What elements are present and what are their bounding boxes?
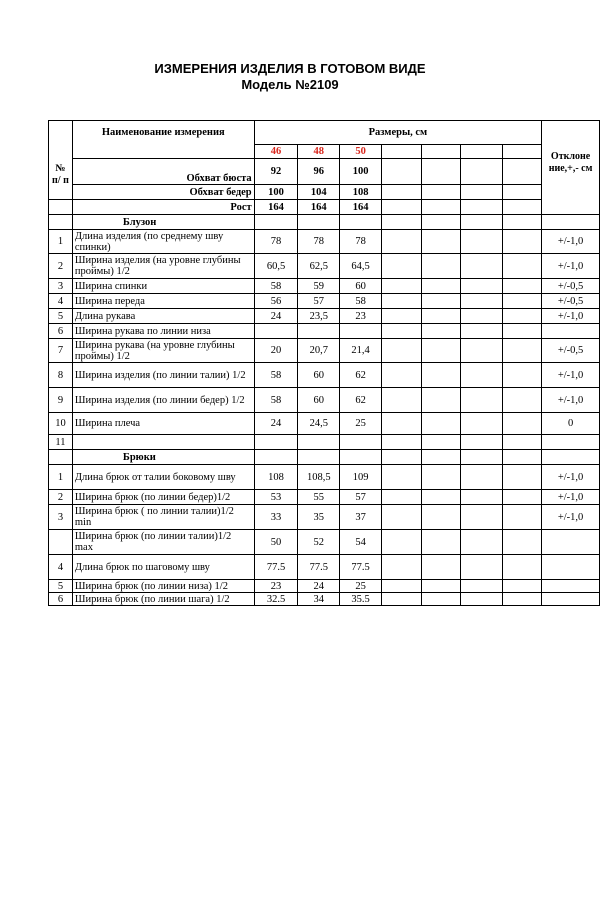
empty-cell [502, 580, 542, 593]
empty-cell [461, 593, 503, 606]
empty-cell [461, 555, 503, 580]
deviation-value [542, 580, 600, 593]
empty-cell [381, 490, 421, 505]
measurement-name: Ширина брюк (по линии низа) 1/2 [72, 580, 254, 593]
table-row [49, 254, 600, 279]
deviation-value: +/-1,0 [542, 230, 600, 254]
size-value: 24,5 [298, 413, 340, 435]
empty-cell [421, 388, 461, 413]
empty-cell [421, 490, 461, 505]
header-sizes: Размеры, см [254, 121, 541, 145]
empty-cell [421, 530, 461, 555]
row-number: 2 [49, 490, 73, 505]
measurement-name [72, 435, 254, 450]
measurements-table [48, 120, 600, 606]
row-number: 5 [49, 580, 73, 593]
size-value: 77.5 [340, 555, 382, 580]
empty-cell [421, 465, 461, 490]
measurement-name: Ширина брюк ( по линии талии)1/2 min [72, 505, 254, 530]
row-number: 10 [49, 413, 73, 435]
measurement-name: Ширина изделия (по линии талии) 1/2 [72, 363, 254, 388]
empty-cell [502, 465, 542, 490]
section-title: Блузон [72, 215, 254, 230]
table-row [49, 580, 600, 593]
size-value [340, 435, 382, 450]
deviation-value [542, 530, 600, 555]
size-value: 55 [298, 490, 340, 505]
size-value: 23,5 [298, 309, 340, 324]
empty-cell [381, 530, 421, 555]
empty-cell [461, 279, 503, 294]
empty-cell [381, 388, 421, 413]
size-value: 37 [340, 505, 382, 530]
measurement-name: Ширина брюк (по линии талии)1/2 max [72, 530, 254, 555]
size-value: 32.5 [254, 593, 298, 606]
empty-cell [421, 555, 461, 580]
row-number: 7 [49, 339, 73, 363]
size-value: 62 [340, 388, 382, 413]
empty-cell [461, 580, 503, 593]
table-row [49, 230, 600, 254]
deviation-value: +/-0,5 [542, 294, 600, 309]
empty-cell [502, 309, 542, 324]
size-value: 77.5 [298, 555, 340, 580]
basic-value: 100 [254, 185, 298, 200]
measurement-name: Ширина брюк (по линии шага) 1/2 [72, 593, 254, 606]
row-number: 3 [49, 279, 73, 294]
size-value: 62 [340, 363, 382, 388]
measurement-name: Длина брюк от талии боковому шву [72, 465, 254, 490]
measurement-name: Ширина рукава (на уровне глубины проймы) 1/2 [72, 339, 254, 363]
size-value: 58 [340, 294, 382, 309]
empty-cell [502, 413, 542, 435]
empty-cell [421, 230, 461, 254]
empty-cell [461, 254, 503, 279]
row-number: 6 [49, 593, 73, 606]
row-number [49, 530, 73, 555]
row-number: 6 [49, 324, 73, 339]
document-title: ИЗМЕРЕНИЯ ИЗДЕЛИЯ В ГОТОВОМ ВИДЕ [154, 61, 426, 76]
empty-cell [421, 593, 461, 606]
empty-cell [502, 339, 542, 363]
empty-cell [461, 230, 503, 254]
empty-cell [502, 324, 542, 339]
empty-cell [502, 254, 542, 279]
measurement-name: Ширина переда [72, 294, 254, 309]
empty-cell [421, 435, 461, 450]
size-value: 58 [254, 363, 298, 388]
size-value: 20 [254, 339, 298, 363]
deviation-value: +/-0,5 [542, 279, 600, 294]
size-value: 50 [254, 530, 298, 555]
row-number: 5 [49, 309, 73, 324]
empty-cell [421, 505, 461, 530]
size-value: 59 [298, 279, 340, 294]
empty-cell [461, 339, 503, 363]
size-value: 25 [340, 580, 382, 593]
deviation-value: +/-1,0 [542, 505, 600, 530]
size-value [254, 435, 298, 450]
size-value: 64,5 [340, 254, 382, 279]
empty-cell [461, 465, 503, 490]
empty-cell [461, 309, 503, 324]
row-number: 3 [49, 505, 73, 530]
measurement-name: Ширина изделия (по линии бедер) 1/2 [72, 388, 254, 413]
empty-cell [381, 505, 421, 530]
empty-cell [381, 435, 421, 450]
size-value: 25 [340, 413, 382, 435]
size-value [254, 324, 298, 339]
empty-cell [421, 254, 461, 279]
empty-cell [421, 279, 461, 294]
table-row [49, 413, 600, 435]
empty-cell [502, 388, 542, 413]
table-row [49, 294, 600, 309]
empty-cell [421, 363, 461, 388]
empty-cell [381, 413, 421, 435]
table-row [49, 505, 600, 530]
deviation-value: +/-1,0 [542, 490, 600, 505]
empty-cell [381, 279, 421, 294]
deviation-value: +/-1,0 [542, 363, 600, 388]
table-row [49, 279, 600, 294]
size-value: 21,4 [340, 339, 382, 363]
empty-cell [502, 435, 542, 450]
empty-cell [461, 435, 503, 450]
table-row [49, 388, 600, 413]
basic-label: Обхват бюста [72, 159, 254, 185]
row-number: 8 [49, 363, 73, 388]
measurement-name: Длина изделия (по среднему шву спинки) [72, 230, 254, 254]
size-value: 24 [254, 413, 298, 435]
size-value: 58 [254, 279, 298, 294]
basic-value: 108 [340, 185, 382, 200]
size-value: 54 [340, 530, 382, 555]
table-row [49, 324, 600, 339]
size-value: 33 [254, 505, 298, 530]
size-value: 78 [340, 230, 382, 254]
deviation-value: +/-1,0 [542, 309, 600, 324]
empty-cell [502, 294, 542, 309]
empty-cell [461, 530, 503, 555]
row-number: 9 [49, 388, 73, 413]
size-value: 57 [298, 294, 340, 309]
empty-cell [502, 593, 542, 606]
basic-value: 96 [298, 159, 340, 185]
size-value [340, 324, 382, 339]
size-48: 48 [298, 145, 340, 159]
deviation-value [542, 324, 600, 339]
size-value: 35 [298, 505, 340, 530]
empty-cell [502, 279, 542, 294]
basic-value: 104 [298, 185, 340, 200]
table-row [49, 490, 600, 505]
empty-cell [461, 324, 503, 339]
empty-cell [421, 580, 461, 593]
row-number: 2 [49, 254, 73, 279]
table-row [49, 339, 600, 363]
deviation-value [542, 593, 600, 606]
empty-cell [461, 363, 503, 388]
deviation-value: +/-1,0 [542, 254, 600, 279]
size-value: 52 [298, 530, 340, 555]
row-number: 1 [49, 465, 73, 490]
empty-cell [381, 294, 421, 309]
row-number: 1 [49, 230, 73, 254]
section-title: Брюки [72, 450, 254, 465]
empty-cell [381, 230, 421, 254]
empty-cell [381, 465, 421, 490]
size-value: 23 [254, 580, 298, 593]
empty-cell [502, 530, 542, 555]
measurement-name: Ширина плеча [72, 413, 254, 435]
header-deviation: Отклоне ние,+,- см [542, 121, 600, 215]
size-value: 35.5 [340, 593, 382, 606]
empty-cell [461, 413, 503, 435]
size-value: 24 [254, 309, 298, 324]
empty-cell [502, 230, 542, 254]
size-value: 60,5 [254, 254, 298, 279]
size-value: 108 [254, 465, 298, 490]
size-value: 57 [340, 490, 382, 505]
empty-cell [421, 413, 461, 435]
measurement-name: Ширина рукава по линии низа [72, 324, 254, 339]
basic-value: 164 [298, 200, 340, 215]
basic-value: 100 [340, 159, 382, 185]
size-value: 24 [298, 580, 340, 593]
header-number: № п/ п [49, 121, 73, 200]
table-row [49, 530, 600, 555]
empty-cell [461, 294, 503, 309]
empty-cell [461, 505, 503, 530]
empty-cell [381, 593, 421, 606]
size-value: 60 [298, 388, 340, 413]
measurement-name: Ширина спинки [72, 279, 254, 294]
empty-cell [421, 294, 461, 309]
basic-label: Обхват бедер [72, 185, 254, 200]
measurement-name: Длина брюк по шаговому шву [72, 555, 254, 580]
table-row [49, 435, 600, 450]
model-number: Модель №2109 [241, 77, 339, 92]
empty-cell [421, 324, 461, 339]
table-row [49, 363, 600, 388]
measurement-name: Ширина изделия (на уровне глубины проймы) 1/2 [72, 254, 254, 279]
empty-cell [381, 339, 421, 363]
size-value: 60 [298, 363, 340, 388]
deviation-value: +/-1,0 [542, 388, 600, 413]
deviation-value: 0 [542, 413, 600, 435]
empty-cell [502, 555, 542, 580]
empty-cell [502, 505, 542, 530]
empty-cell [381, 324, 421, 339]
deviation-value [542, 555, 600, 580]
table-row [49, 593, 600, 606]
size-value: 58 [254, 388, 298, 413]
basic-label: Рост [72, 200, 254, 215]
size-value: 60 [340, 279, 382, 294]
deviation-value: +/-0,5 [542, 339, 600, 363]
empty-cell [381, 555, 421, 580]
deviation-value: +/-1,0 [542, 465, 600, 490]
size-value: 20,7 [298, 339, 340, 363]
size-value: 78 [298, 230, 340, 254]
empty-cell [381, 254, 421, 279]
measurement-name: Ширина брюк (по линии бедер)1/2 [72, 490, 254, 505]
size-value: 109 [340, 465, 382, 490]
header-name: Наименование измерения [72, 121, 254, 159]
basic-value: 92 [254, 159, 298, 185]
empty-cell [461, 388, 503, 413]
size-value: 34 [298, 593, 340, 606]
deviation-value [542, 435, 600, 450]
size-value [298, 435, 340, 450]
size-50: 50 [340, 145, 382, 159]
table-row [49, 309, 600, 324]
size-value: 53 [254, 490, 298, 505]
size-value: 23 [340, 309, 382, 324]
basic-value: 164 [254, 200, 298, 215]
empty-cell [381, 580, 421, 593]
table-row [49, 465, 600, 490]
empty-cell [421, 339, 461, 363]
basic-value: 164 [340, 200, 382, 215]
size-value [298, 324, 340, 339]
size-value: 56 [254, 294, 298, 309]
size-value: 62,5 [298, 254, 340, 279]
empty-cell [502, 490, 542, 505]
size-46: 46 [254, 145, 298, 159]
empty-cell [381, 309, 421, 324]
row-number: 11 [49, 435, 73, 450]
empty-cell [421, 309, 461, 324]
row-number: 4 [49, 294, 73, 309]
row-number: 4 [49, 555, 73, 580]
table-row [49, 555, 600, 580]
empty-cell [461, 490, 503, 505]
size-value: 78 [254, 230, 298, 254]
size-value: 108,5 [298, 465, 340, 490]
empty-cell [502, 363, 542, 388]
size-value: 77.5 [254, 555, 298, 580]
measurement-name: Длина рукава [72, 309, 254, 324]
empty-cell [381, 363, 421, 388]
